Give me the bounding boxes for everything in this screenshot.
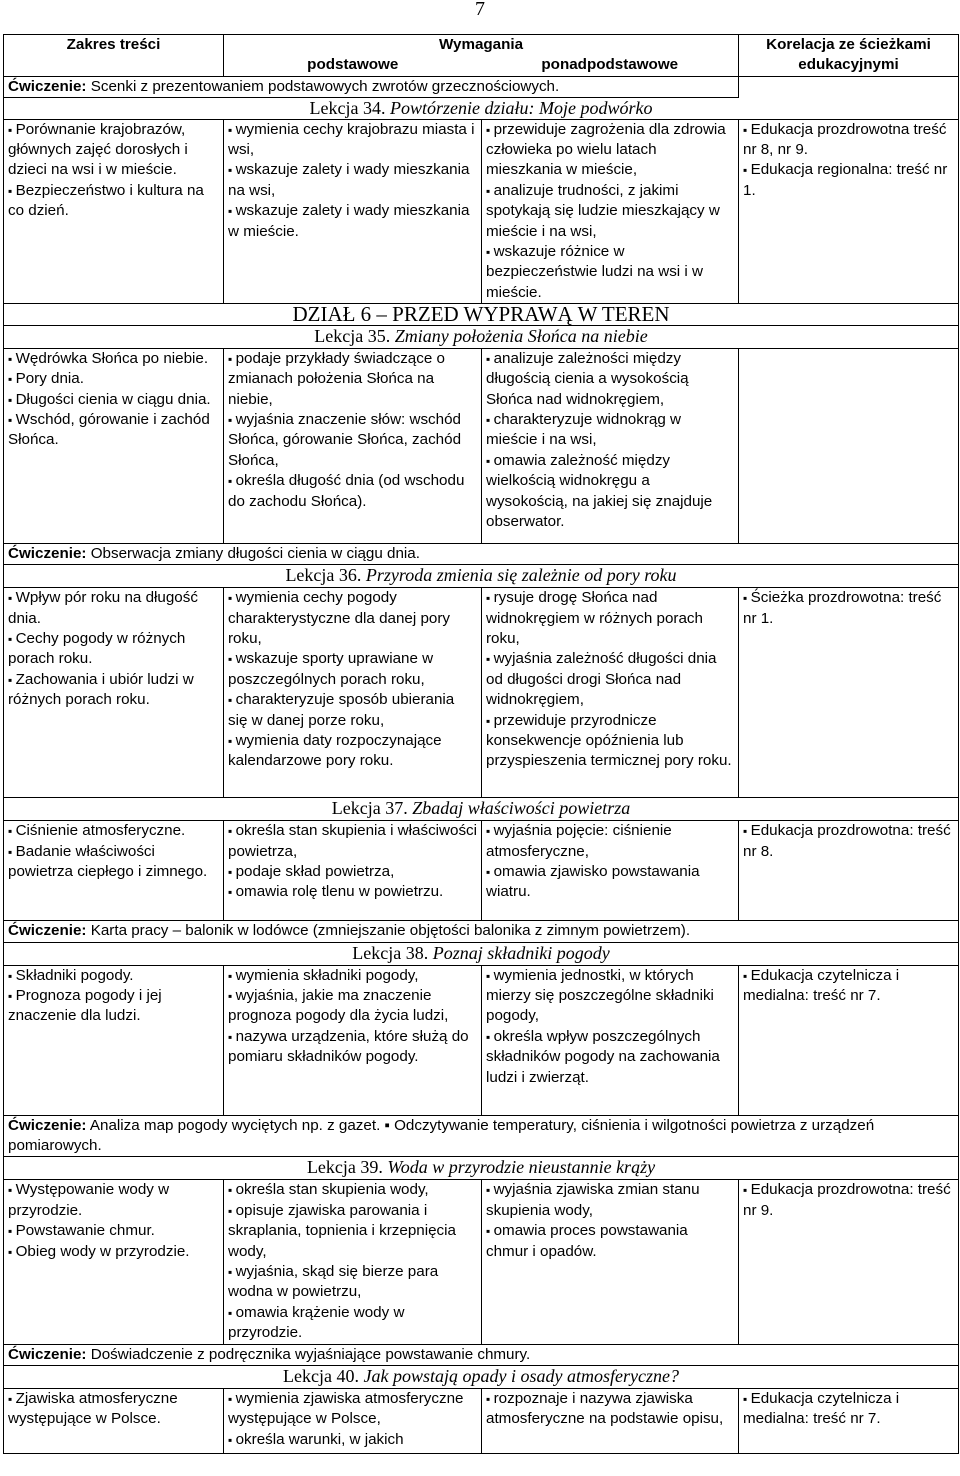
ponadpodstawowe-cell-list: [486, 1389, 734, 1430]
list-item: ▪ Ciśnienie atmosferyczne.: [8, 821, 219, 841]
list-item: ▪ analizuje trudności, z jakimi spotykają się ludzie mieszkający w mieście i na wsi,: [486, 181, 734, 242]
korelacja-cell: [739, 348, 959, 543]
list-item: ▪ nazywa urządzenia, które służą do pomiaru składników pogody.: [228, 1027, 477, 1068]
exercise-label: Ćwiczenie:: [8, 544, 87, 562]
exercise-text: Karta pracy – balonik w lodówce (zmniejszanie objętości balonika z zimnym powietrzem).: [86, 922, 691, 940]
list-item: ▪ podaje skład powietrza,: [228, 862, 477, 882]
list-item: ▪ Edukacja prozdrowotna: treść nr 8.: [743, 821, 954, 862]
lesson-heading: [4, 1157, 959, 1180]
list-item: ▪ Badanie właściwości powietrza ciepłego i zimnego.: [8, 842, 219, 883]
lesson-heading-row: [4, 98, 959, 119]
zakres-cell-list: [8, 349, 219, 451]
list-item: ▪ określa długość dnia (od wschodu do zachodu Słońca).: [228, 471, 477, 512]
list-item: ▪ wymienia jednostki, w których mierzy się poszczególne składniki pogody,: [486, 966, 734, 1027]
podstawowe-cell: [224, 1388, 482, 1453]
list-item: ▪ Cechy pogody w różnych porach roku.: [8, 629, 219, 670]
page-number: 7: [475, 0, 485, 20]
podstawowe-cell-list: [228, 966, 477, 1068]
list-item: ▪ omawia zależność między wielkością widnokręgu a wysokością, na jakiej się znajduje obserwator.: [486, 451, 734, 533]
korelacja-cell-list: [743, 588, 954, 629]
list-item: ▪ podaje przykłady świadczące o zmianach położenia Słońca na niebie,: [228, 349, 477, 410]
lesson-heading-row: [4, 325, 959, 348]
ponadpodstawowe-cell: [482, 119, 739, 304]
ponadpodstawowe-cell-list: [486, 349, 734, 533]
exercise-row: [4, 76, 959, 97]
list-item: ▪ omawia zjawisko powstawania wiatru.: [486, 862, 734, 903]
list-item: ▪ Edukacja czytelnicza i medialna: treść nr 7.: [743, 966, 954, 1007]
lessons-body: [4, 98, 959, 1454]
podstawowe-cell-list: [228, 120, 477, 242]
exercise-text: Scenki z prezentowaniem podstawowych zwrotów grzecznościowych.: [90, 77, 560, 95]
list-item: ▪ wyjaśnia pojęcie: ciśnienie atmosferyczne,: [486, 821, 734, 862]
exercise-row: [4, 1115, 959, 1157]
podstawowe-cell: [224, 588, 482, 798]
list-item: ▪ wyjaśnia, jakie ma znaczenie prognoza pogody dla życia ludzi,: [228, 986, 477, 1027]
header-wymagania: Wymagania: [224, 35, 739, 56]
exercise-cell: [4, 543, 959, 564]
header-korelacja: Korelacja ze ścieżkami edukacyjnymi: [739, 35, 959, 77]
zakres-cell-list: [8, 1180, 219, 1262]
podstawowe-cell: [224, 119, 482, 304]
korelacja-cell-list: [743, 821, 954, 862]
list-item: ▪ Prognoza pogody i jej znaczenie dla ludzi.: [8, 986, 219, 1027]
list-item: ▪ wskazuje sporty uprawiane w poszczególnych porach roku,: [228, 649, 477, 690]
exercise-text: Obserwacja zmiany długości cienia w ciągu dnia.: [86, 544, 420, 562]
list-item: ▪ omawia rolę tlenu w powietrzu.: [228, 882, 477, 902]
korelacja-cell: [739, 1180, 959, 1344]
ponadpodstawowe-cell-list: [486, 120, 734, 304]
podstawowe-cell-list: [228, 588, 477, 772]
list-item: ▪ omawia proces powstawania chmur i opadów.: [486, 1221, 734, 1262]
ponadpodstawowe-cell: [482, 821, 739, 921]
list-item: ▪ wymienia składniki pogody,: [228, 966, 477, 986]
lesson-title: Zbadaj właściwości powietrza: [407, 798, 631, 819]
korelacja-cell: [739, 119, 959, 304]
list-item: ▪ wskazuje zalety i wady mieszkania w mieście.: [228, 201, 477, 242]
list-item: ▪ Składniki pogody.: [8, 966, 219, 986]
lesson-heading: [4, 798, 959, 821]
podstawowe-cell: [224, 1180, 482, 1344]
exercise-text: Analiza map pogody wyciętych np. z gazet. ▪ Odczytywanie temperatury, ciśnienia i wilgotności powietrza z urządzeń pomiarowych.: [8, 1116, 875, 1154]
lesson-number: Lekcja 36.: [285, 565, 362, 586]
list-item: ▪ Zjawiska atmosferyczne występujące w Polsce.: [8, 1389, 219, 1430]
lesson-content-row: [4, 348, 959, 543]
lesson-heading: [4, 98, 959, 119]
korelacja-cell: [739, 1388, 959, 1453]
lesson-content-row: [4, 821, 959, 921]
lesson-heading-row: [4, 1365, 959, 1388]
list-item: ▪ wymienia cechy pogody charakterystyczne dla danej pory roku,: [228, 588, 477, 649]
header-row: [4, 35, 959, 56]
lesson-content-row: [4, 119, 959, 304]
zakres-cell: [4, 1180, 224, 1344]
list-item: ▪ Zachowania i ubiór ludzi w różnych porach roku.: [8, 670, 219, 711]
list-item: ▪ Edukacja prozdrowotna treść nr 8, nr 9.: [743, 120, 954, 161]
list-item: ▪ analizuje zależności między długością cienia a wysokością Słońca nad widnokręgiem,: [486, 349, 734, 410]
exercise-cell: [4, 1344, 959, 1365]
korelacja-cell-list: [743, 1389, 954, 1430]
list-item: ▪ omawia krążenie wody w przyrodzie.: [228, 1303, 477, 1344]
dzial-heading: DZIAŁ 6 – PRZED WYPRAWĄ W TEREN: [4, 304, 959, 325]
list-item: ▪ określa warunki, w jakich: [228, 1430, 477, 1450]
list-item: ▪ Porównanie krajobrazów, głównych zajęć dorosłych i dzieci na wsi i w mieście.: [8, 120, 219, 181]
podstawowe-cell-list: [228, 821, 477, 903]
list-item: ▪ opisuje zjawiska parowania i skraplania, topnienia i krzepnięcia wody,: [228, 1201, 477, 1262]
list-item: ▪ Edukacja prozdrowotna: treść nr 9.: [743, 1180, 954, 1221]
zakres-cell-list: [8, 821, 219, 882]
lesson-title: Zmiany położenia Słońca na niebie: [390, 325, 648, 346]
ponadpodstawowe-cell: [482, 588, 739, 798]
zakres-cell: [4, 588, 224, 798]
lesson-heading-row: [4, 798, 959, 821]
zakres-cell-list: [8, 1389, 219, 1430]
korelacja-cell-list: [743, 966, 954, 1007]
curriculum-table: [3, 34, 959, 1454]
zakres-cell: [4, 821, 224, 921]
podstawowe-cell: [224, 821, 482, 921]
list-item: ▪ wyjaśnia znaczenie słów: wschód Słońca, górowanie Słońca, zachód Słońca,: [228, 410, 477, 471]
exercise-row: [4, 543, 959, 564]
list-item: ▪ wymienia zjawiska atmosferyczne występujące w Polsce,: [228, 1389, 477, 1430]
lesson-content-row: [4, 965, 959, 1115]
lesson-heading-row: [4, 565, 959, 588]
lesson-number: Lekcja 38.: [352, 942, 429, 963]
list-item: ▪ Wędrówka Słońca po niebie.: [8, 349, 219, 369]
list-item: ▪ Edukacja czytelnicza i medialna: treść nr 7.: [743, 1389, 954, 1430]
ponadpodstawowe-cell: [482, 965, 739, 1115]
dzial-row: [4, 304, 959, 325]
ponadpodstawowe-cell-list: [486, 588, 734, 772]
list-item: ▪ Pory dnia.: [8, 369, 219, 389]
list-item: ▪ Edukacja regionalna: treść nr 1.: [743, 160, 954, 201]
lesson-number: Lekcja 40.: [283, 1365, 359, 1386]
ponadpodstawowe-cell: [482, 348, 739, 543]
ponadpodstawowe-cell: [482, 1180, 739, 1344]
lesson-title: Powtórzenie działu: Moje podwórko: [385, 98, 653, 119]
podstawowe-cell: [224, 965, 482, 1115]
list-item: ▪ Powstawanie chmur.: [8, 1221, 219, 1241]
lesson-title: Woda w przyrodzie nieustannie krąży: [382, 1157, 656, 1178]
lesson-content-row: [4, 1180, 959, 1344]
korelacja-cell: [739, 965, 959, 1115]
header-podstawowe: podstawowe: [224, 55, 482, 76]
lesson-number: Lekcja 35.: [314, 325, 391, 346]
list-item: ▪ rozpoznaje i nazywa zjawiska atmosferyczne na podstawie opisu,: [486, 1389, 734, 1430]
exercise-row: [4, 921, 959, 942]
zakres-cell-list: [8, 588, 219, 710]
zakres-cell: [4, 1388, 224, 1453]
list-item: ▪ wymienia daty rozpoczynające kalendarzowe pory roku.: [228, 731, 477, 772]
lesson-heading: [4, 942, 959, 965]
lesson-title: Przyroda zmienia się zależnie od pory roku: [361, 565, 677, 586]
header-ponadpodstawowe: ponadpodstawowe: [482, 55, 739, 76]
zakres-cell: [4, 119, 224, 304]
exercise-label: Ćwiczenie:: [8, 1116, 87, 1134]
lesson-content-row: [4, 1388, 959, 1453]
list-item: ▪ charakteryzuje sposób ubierania się w danej porze roku,: [228, 690, 477, 731]
lesson-heading-row: [4, 1157, 959, 1180]
list-item: ▪ określa wpływ poszczególnych składników pogody na zachowania ludzi i zwierząt.: [486, 1027, 734, 1088]
list-item: ▪ wskazuje zalety i wady mieszkania na wsi,: [228, 160, 477, 201]
lesson-heading: [4, 1365, 959, 1388]
lesson-heading-row: [4, 942, 959, 965]
ponadpodstawowe-cell-list: [486, 1180, 734, 1262]
list-item: ▪ określa stan skupienia wody,: [228, 1180, 477, 1200]
list-item: ▪ Długości cienia w ciągu dnia.: [8, 390, 219, 410]
zakres-cell: [4, 348, 224, 543]
list-item: ▪ wyjaśnia zależność długości dnia od długości drogi Słońca nad widnokręgiem,: [486, 649, 734, 710]
list-item: ▪ rysuje drogę Słońca nad widnokręgiem w różnych porach roku,: [486, 588, 734, 649]
list-item: ▪ charakteryzuje widnokrąg w mieście i na wsi,: [486, 410, 734, 451]
lesson-title: Jak powstają opady i osady atmosferyczne?: [359, 1365, 679, 1386]
lesson-heading: [4, 565, 959, 588]
podstawowe-cell-list: [228, 1389, 477, 1450]
exercise-cell: [4, 921, 959, 942]
zakres-cell-list: [8, 120, 219, 222]
exercise-label: Ćwiczenie:: [8, 1345, 87, 1363]
lesson-heading: [4, 325, 959, 348]
list-item: ▪ przewiduje przyrodnicze konsekwencje opóźnienia lub przyspieszenia termicznej pory roku.: [486, 711, 734, 772]
list-item: ▪ Ścieżka prozdrowotna: treść nr 1.: [743, 588, 954, 629]
korelacja-cell-list: [743, 1180, 954, 1221]
list-item: ▪ przewiduje zagrożenia dla zdrowia człowieka po wielu latach mieszkania w mieście,: [486, 120, 734, 181]
podstawowe-cell-list: [228, 349, 477, 512]
lesson-number: Lekcja 39.: [306, 1157, 383, 1178]
list-item: ▪ Występowanie wody w przyrodzie.: [8, 1180, 219, 1221]
header-zakres: Zakres treści: [4, 35, 224, 77]
ponadpodstawowe-cell-list: [486, 966, 734, 1088]
ponadpodstawowe-cell-list: [486, 821, 734, 903]
podstawowe-cell-list: [228, 1180, 477, 1343]
exercise-row: [4, 1344, 959, 1365]
list-item: ▪ Obieg wody w przyrodzie.: [8, 1242, 219, 1262]
zakres-cell-list: [8, 966, 219, 1027]
exercise-label: Ćwiczenie:: [8, 77, 87, 95]
lesson-number: Lekcja 34.: [309, 98, 386, 119]
lesson-number: Lekcja 37.: [331, 798, 408, 819]
podstawowe-cell: [224, 348, 482, 543]
list-item: ▪ Wschód, górowanie i zachód Słońca.: [8, 410, 219, 451]
list-item: ▪ wskazuje różnice w bezpieczeństwie ludzi na wsi i w mieście.: [486, 242, 734, 303]
zakres-cell: [4, 965, 224, 1115]
lesson-title: Poznaj składniki pogody: [428, 942, 610, 963]
list-item: ▪ Wpływ pór roku na długość dnia.: [8, 588, 219, 629]
list-item: ▪ określa stan skupienia i właściwości powietrza,: [228, 821, 477, 862]
list-item: ▪ wyjaśnia, skąd się bierze para wodna w powietrzu,: [228, 1262, 477, 1303]
list-item: ▪ Bezpieczeństwo i kultura na co dzień.: [8, 181, 219, 222]
korelacja-cell: [739, 588, 959, 798]
lesson-content-row: [4, 588, 959, 798]
exercise-cell: [4, 1115, 959, 1157]
exercise-label: Ćwiczenie:: [8, 922, 87, 940]
ponadpodstawowe-cell: [482, 1388, 739, 1453]
list-item: ▪ wyjaśnia zjawiska zmian stanu skupienia wody,: [486, 1180, 734, 1221]
exercise-text: Doświadczenie z podręcznika wyjaśniające powstawanie chmury.: [86, 1345, 531, 1363]
list-item: ▪ wymienia cechy krajobrazu miasta i wsi,: [228, 120, 477, 161]
korelacja-cell-list: [743, 120, 954, 202]
korelacja-cell: [739, 821, 959, 921]
